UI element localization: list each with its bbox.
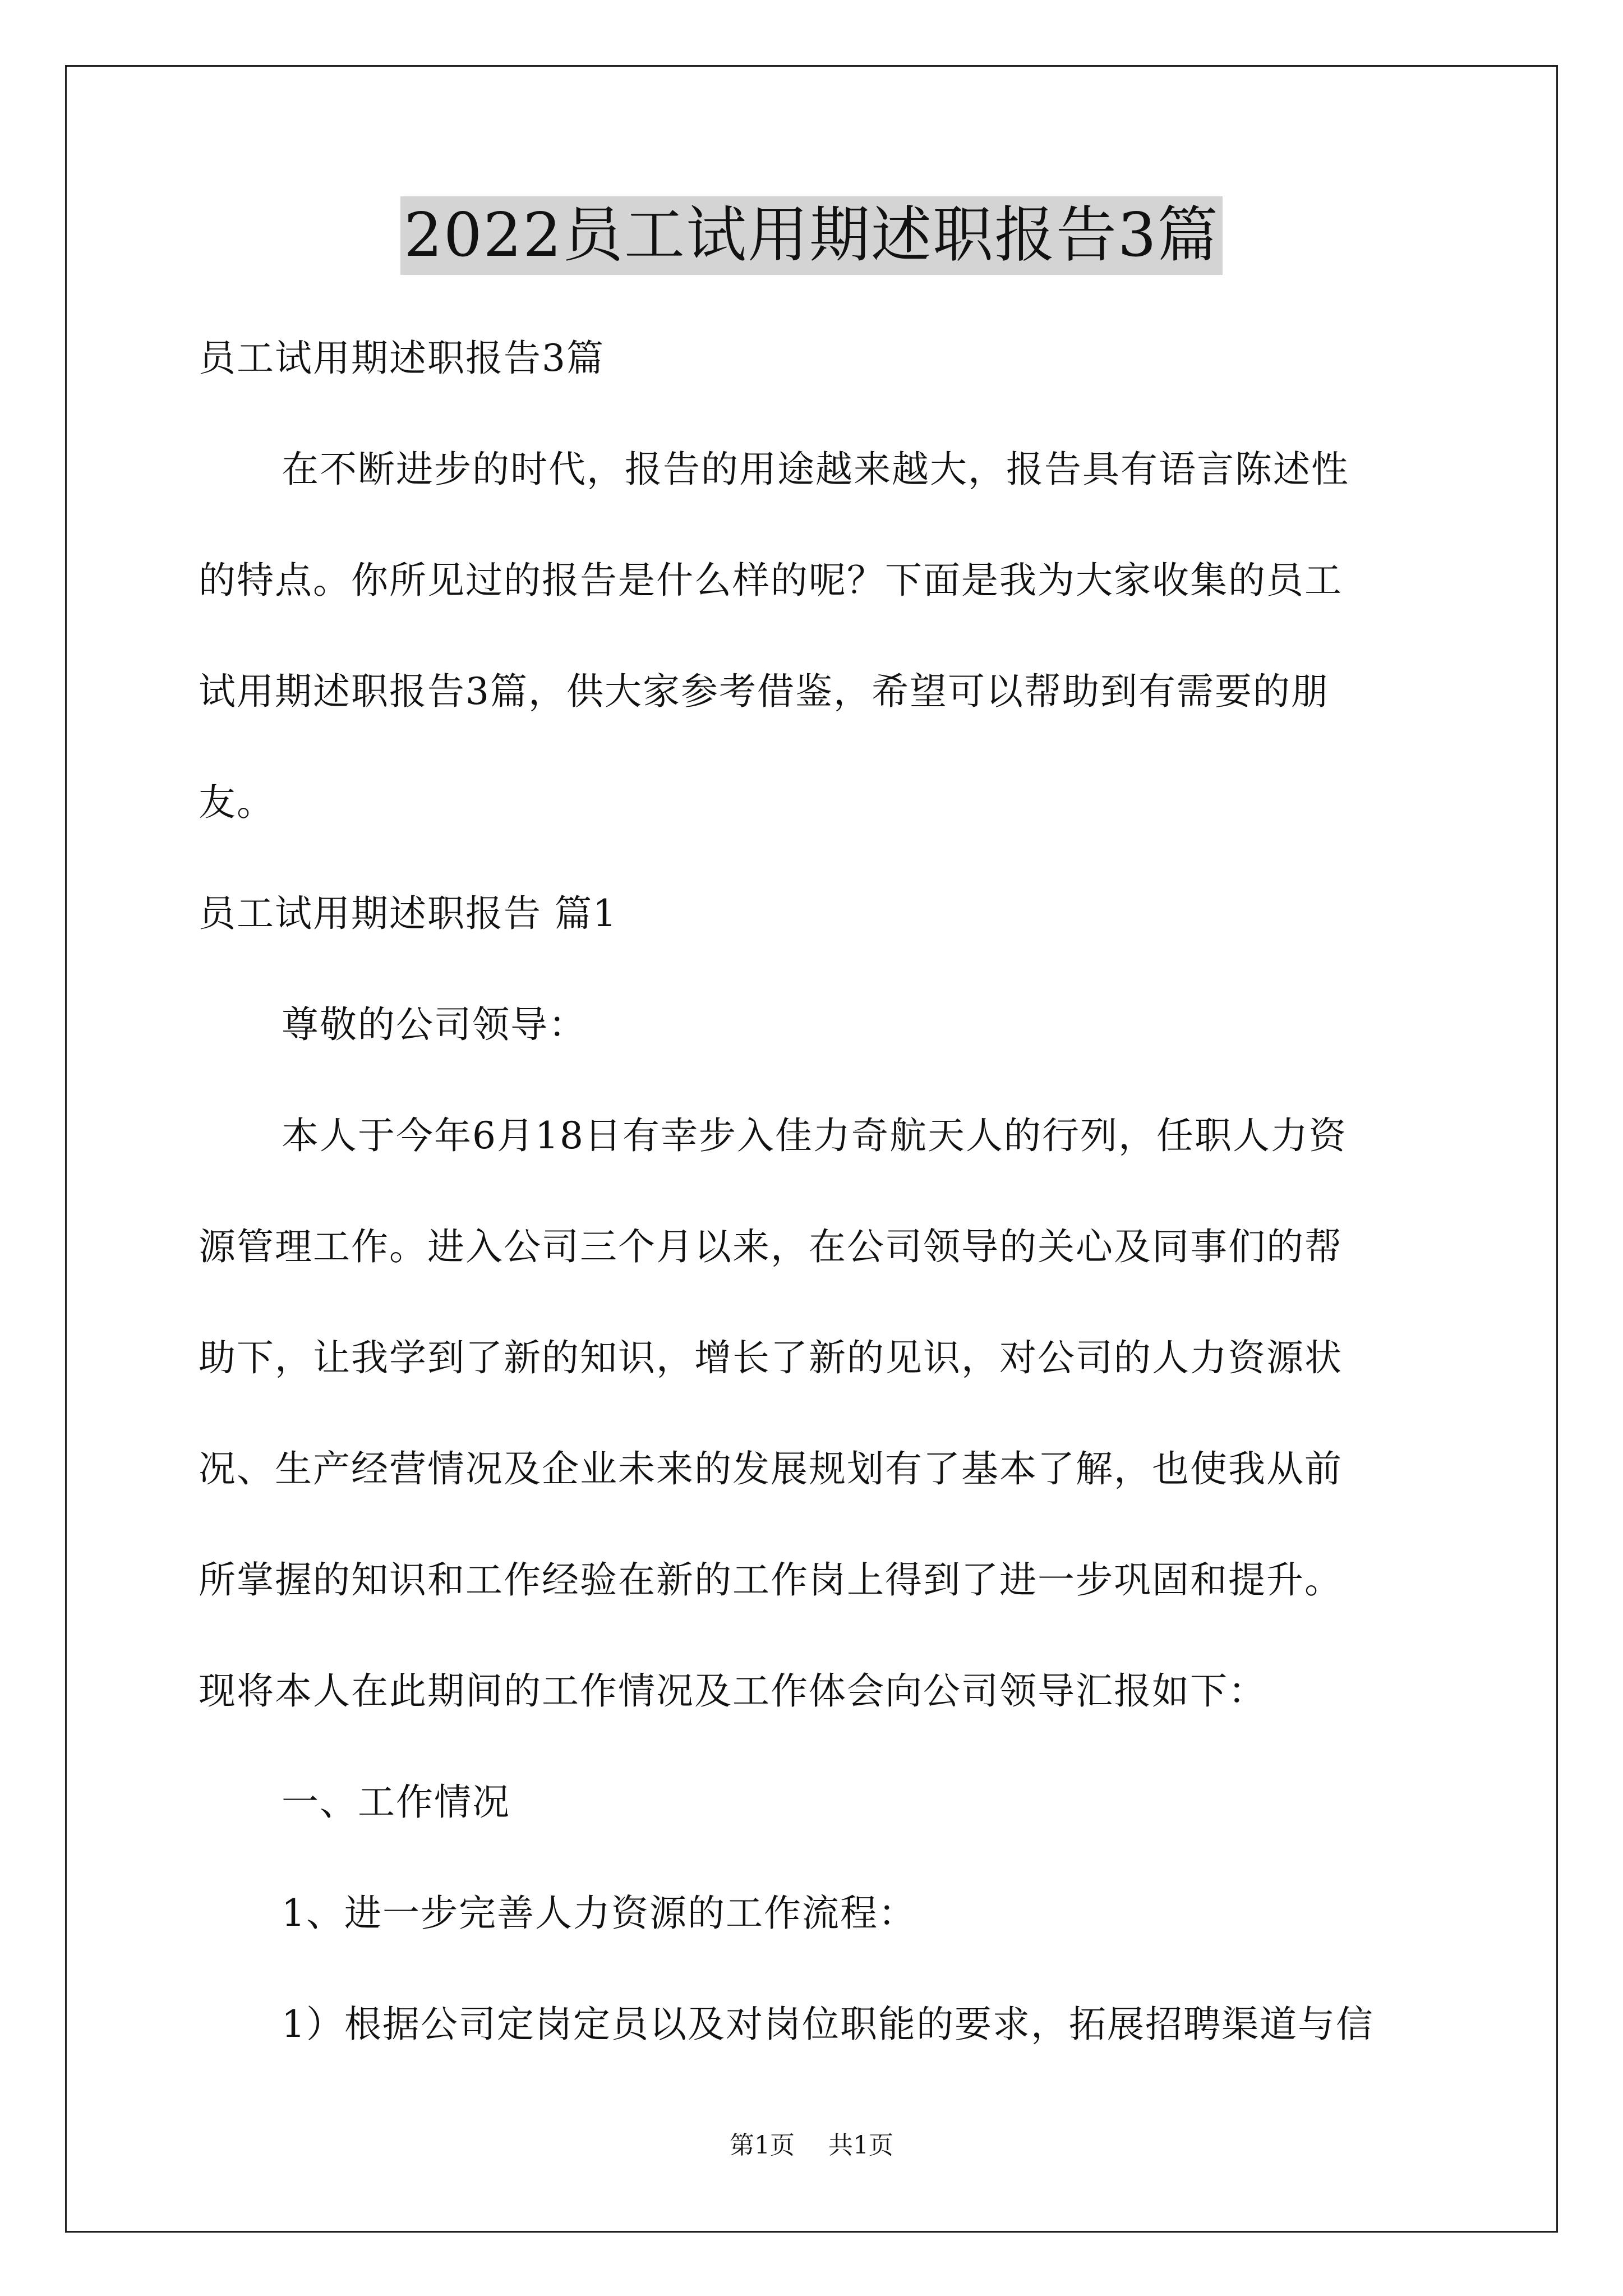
paragraph-line: 1）根据公司定岗定员以及对岗位职能的要求，拓展招聘渠道与信: [282, 2003, 1374, 2046]
salutation-line: 尊敬的公司领导：: [282, 1003, 587, 1046]
subtitle-line: 员工试用期述职报告3篇: [199, 337, 605, 380]
paragraph-line: 的特点。你所见过的报告是什么样的呢？下面是我为大家收集的员工: [199, 559, 1343, 602]
paragraph-line: 助下，让我学到了新的知识，增长了新的见识，对公司的人力资源状: [199, 1336, 1343, 1379]
page-number: 第1页: [730, 2131, 795, 2160]
paragraph-line: 现将本人在此期间的工作情况及工作体会向公司领导汇报如下：: [199, 1669, 1266, 1713]
paragraph-line: 本人于今年6月18日有幸步入佳力奇航天人的行列，任职人力资: [282, 1114, 1347, 1157]
paragraph-line: 况、生产经营情况及企业未来的发展规划有了基本了解，也使我从前: [199, 1447, 1343, 1490]
document-title: 2022员工试用期述职报告3篇: [400, 196, 1223, 275]
paragraph-line: 试用期述职报告3篇，供大家参考借鉴，希望可以帮助到有需要的朋: [199, 670, 1329, 713]
subheading-line: 一、工作情况: [282, 1780, 510, 1824]
title-wrap: [0, 196, 1623, 275]
page-total: 共1页: [828, 2131, 893, 2160]
page-footer: [0, 2129, 1623, 2162]
section-heading: 员工试用期述职报告 篇1: [199, 892, 617, 935]
subheading-line: 1、进一步完善人力资源的工作流程：: [282, 1892, 916, 1935]
paragraph-line: 所掌握的知识和工作经验在新的工作岗上得到了进一步巩固和提升。: [199, 1558, 1343, 1602]
paragraph-line: 源管理工作。进入公司三个月以来，在公司领导的关心及同事们的帮: [199, 1225, 1343, 1268]
paragraph-line: 在不断进步的时代，报告的用途越来越大，报告具有语言陈述性: [282, 448, 1349, 491]
document-body: [199, 303, 1432, 2080]
paragraph-line: 友。: [199, 781, 275, 824]
